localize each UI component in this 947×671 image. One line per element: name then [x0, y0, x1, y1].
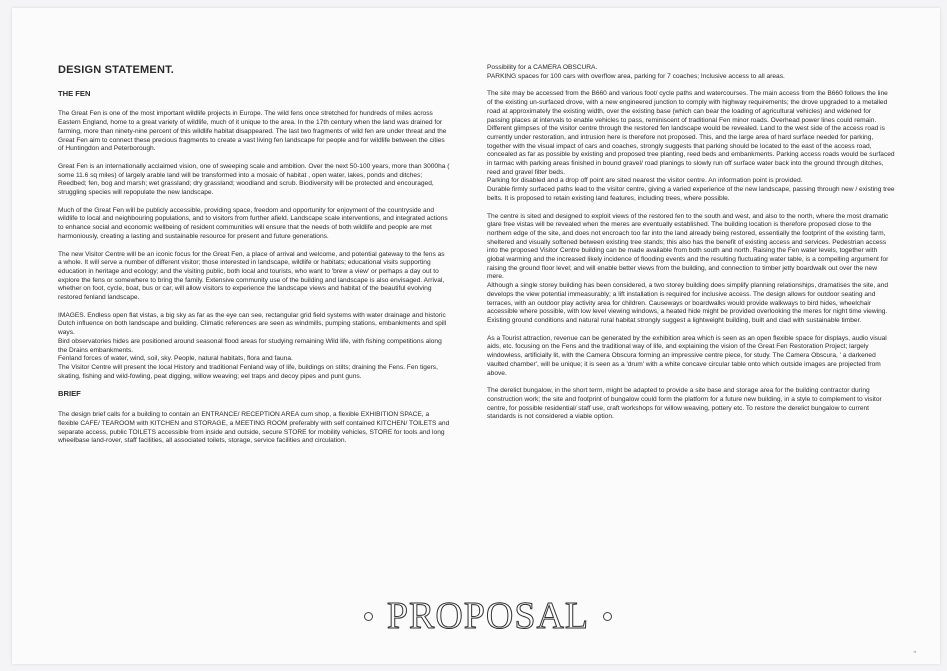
- centre-paragraph-1: The centre is sited and designed to exploit views of the restored fen to the south and west, and also to the north, where the most dramatic glare free vistas will be revealed when the meres are eventually established. The building location is therefore proposed close to the northern edge of the site, and does not encroach too far into the land already being restored, essentially the footprint of the existing farm, sheltered and visually softened between existing tree stands; this also has the benefit of existing access and services. Pedestrian access into the proposed Visitor Centre building can be made available from both south and north. Raising the Fen water levels, together with global warming and the increased likely incidence of flooding events and the resulting fluctuating water table, is a compelling argument for raising the ground floor level; and will enable better views from the building, and connection to timber jetty boardwalk out over the new mere.: [487, 212, 889, 281]
- parking-line: PARKING spaces for 100 cars with overflow area, parking for 7 coaches; Inclusive access to all areas.: [487, 72, 785, 80]
- site-paragraph-1: The site may be accessed from the B660 and various foot/ cycle paths and watercourses. The main access from the B660 follows the line of the existing un-surfaced drove, with a new engineered junction to comply with highway requirements; the drove upgraded to a metalled road at approximately the existing width, over the existing base (which can bear the loading of agricultural vehicles) and widened for passing places at intervals to enable vehicles to pass, reminiscent of traditional Fen minor roads. Overhead power lines could remain. Different glimpses of the visitor centre through the restored fen landscape would be revealed. Land to the west side of the access road is currently under restoration, and intrusion here is therefore not proposed. This, and the large area of hard surface needed for parking, together with the visual impact of cars and coaches, strongly suggests that parking should be located to the east of the access road, concealed as far as possible by existing and proposed tree planting, reed beds and embankments. Parking access roads would be surfaced in tarmac with parking areas finished in bound gravel/ road planings to slowly run off surface water back into the ground through ditches, reed and gravel filter beds.: [487, 90, 895, 176]
- document-page: [12, 8, 940, 664]
- circle-icon: [603, 612, 612, 621]
- images-paragraph-4: The Visitor Centre will present the local History and traditional Fenland way of life, buildings on stilts; draining the Fens. Fen tigers, skating, fishing and wild-fowling, peat digging, willow weaving; eel traps and decoy pipes and punt guns.: [58, 363, 438, 380]
- fen-paragraph-1: The Great Fen is one of the most important wildlife projects in Europe. The wild fens once stretched for hundreds of miles across Eastern England, home to a great variety of wildlife, much of it unique to the area. In the 17th century when the land was drained for farming, more than ninety-nine percent of this wildlife habitat disappeared. The last two fragments of wild fen are under threat and the Great Fen aim to connect these precious fragments to create a vast living fen landscape for people and for wildlife between the cities of Huntingdon and Peterborough.: [58, 110, 447, 153]
- camera-obscura-line: Possibility for a CAMERA OBSCURA.: [487, 64, 598, 71]
- tourist-paragraph: As a Tourist attraction, revenue can be generated by the exhibition area which is seen as an open flexible space for displays, audio visual aids, etc. focusing on the Fens and the traditional way of life, and explaining the vision of the Great Fen Restoration Project; largely windowless, artificially lit, with the Camera Obscura forming an impressive centre piece, for study. The Camera Obscura, ' a darkened vaulted chamber', will be unique; it is seen as a 'drum' with a white concave circular table onto which outside images are projected from above.: [487, 334, 887, 377]
- images-paragraph-1: IMAGES. Endless open flat vistas, a big sky as far as the eye can see, rectangular grid field systems with water drainage and historic Dutch influence on both landscape and building. Climatic references are seen as windmills, pumping stations, embankments and spill ways.: [58, 311, 447, 337]
- site-paragraph-3: Durable firmly surfaced paths lead to the visitor centre, giving a varied experience of the new landscape, passing through new / existing tree belts. It is proposed to retain existing land features, including trees, where possible.: [487, 186, 895, 202]
- document-title: DESIGN STATEMENT.: [58, 64, 175, 76]
- fen-heading: THE FEN: [58, 88, 91, 98]
- brief-paragraph: The design brief calls for a building to contain an ENTRANCE/ RECEPTION AREA cum shop, a flexible EXHIBITION SPACE, a flexible CAFE/ TEAROOM with KITCHEN and STORAGE, a MEETING ROOM preferably with self contained KITCHEN/ TOILETS and separate access, public TOILETS accessible from inside and outside, secure STORE for mobility vehicles, STORE for tools and long wheelbase land-rover, staff facilities, all associated toilets, storage, service facilities and circulation.: [58, 411, 450, 445]
- images-paragraph-3: Fenland forces of water, wind, soil, sky. People, natural habitats, flora and fauna.: [58, 355, 293, 363]
- proposal-word: PROPOSAL: [386, 595, 590, 637]
- brief-heading: BRIEF: [58, 389, 81, 399]
- fen-paragraph-2: Great Fen is an internationally acclaimed vision, one of sweeping scale and ambition. Over the next 50-100 years, more than 3000ha ( some 11.6 sq miles) of largely arable land will be transformed into a mosaic of habitat , open water, lakes, ponds and ditches; Reedbed; fen, bog and marsh; wet grassland; dry grassland; woodland and scrub. Biodiversity will be protected and encouraged, struggling species will repopulate the new landscape.: [58, 162, 450, 197]
- images-paragraph-2: Bird observatories hides are positioned around seasonal flood areas for studying remaining Wild life, with fishing competitions along the Drains embankments.: [58, 337, 442, 354]
- left-column: [58, 66, 450, 455]
- bungalow-paragraph: The derelict bungalow, in the short term, might be adapted to provide a site base and storage area for the building contractor during construction work; the site and footprint of bungalow could form the platform for a future new building, in a style to complement to visitor centre, for possible residential/ staff use, craft workshops for willow weaving, pottery etc. To restore the derelict bungalow to current standards is not considered a viable option.: [487, 387, 882, 421]
- centre-paragraph-3: Existing ground conditions and natural rural habitat strongly suggest a lightweight building, built and clad with sustainable timber.: [487, 316, 862, 324]
- centre-paragraph-2: Although a single storey building has been considered, a two storey building does simplify planning relationships, dramatises the site, and develops the view potential immeasurably; a lift installation is required for inclusive access. The design allows for outdoor seating and terraces, with an outdoor play activity area for children. Causeways or boardwalks would provide walkways to bird hides, wheelchair accessible where possible, with low level viewing windows, a heated hide might be provided overlooking the meres for night time viewing.: [487, 282, 888, 316]
- proposal-stamp: [348, 596, 628, 636]
- site-paragraph-2: Parking for disabled and a drop off point are sited nearest the visitor centre. An information point is provided.: [487, 177, 803, 185]
- corner-mark: ": [913, 651, 916, 658]
- fen-paragraph-3: Much of the Great Fen will be publicly accessible, providing space, freedom and opportunity for enjoyment of the countryside and wildlife to local and neighbouring populations, and to visitors from further afield. Landscape scale interventions, and integrated actions to enhance social and economic wellbeing of resident communities will ensure that the needs of both wildlife and people are met harmoniously, creating a lasting and sustainable resource for present and future generations.: [58, 206, 448, 240]
- circle-icon: [364, 612, 373, 621]
- fen-paragraph-4: The new Visitor Centre will be an iconic focus for the Great Fen, a place of arrival and welcome, and potential gateway to the fens as a whole. It will serve a number of different visitor; those interested in landscape, wildlife or habitats; educational visits supporting education in heritage and ecology; and the visiting public, both local and tourists, who want to 'brew a view' or perhaps a day out to explore the fens or somewhere to bring the family. Extensive community use of the building and landscape is also envisaged. Arrival, whether on foot, cycle, boat, bus or car, will allow visitors to experience the landscape views and habitat of the beautiful evolving restored fenland landscape.: [58, 250, 445, 302]
- right-column: [487, 64, 895, 431]
